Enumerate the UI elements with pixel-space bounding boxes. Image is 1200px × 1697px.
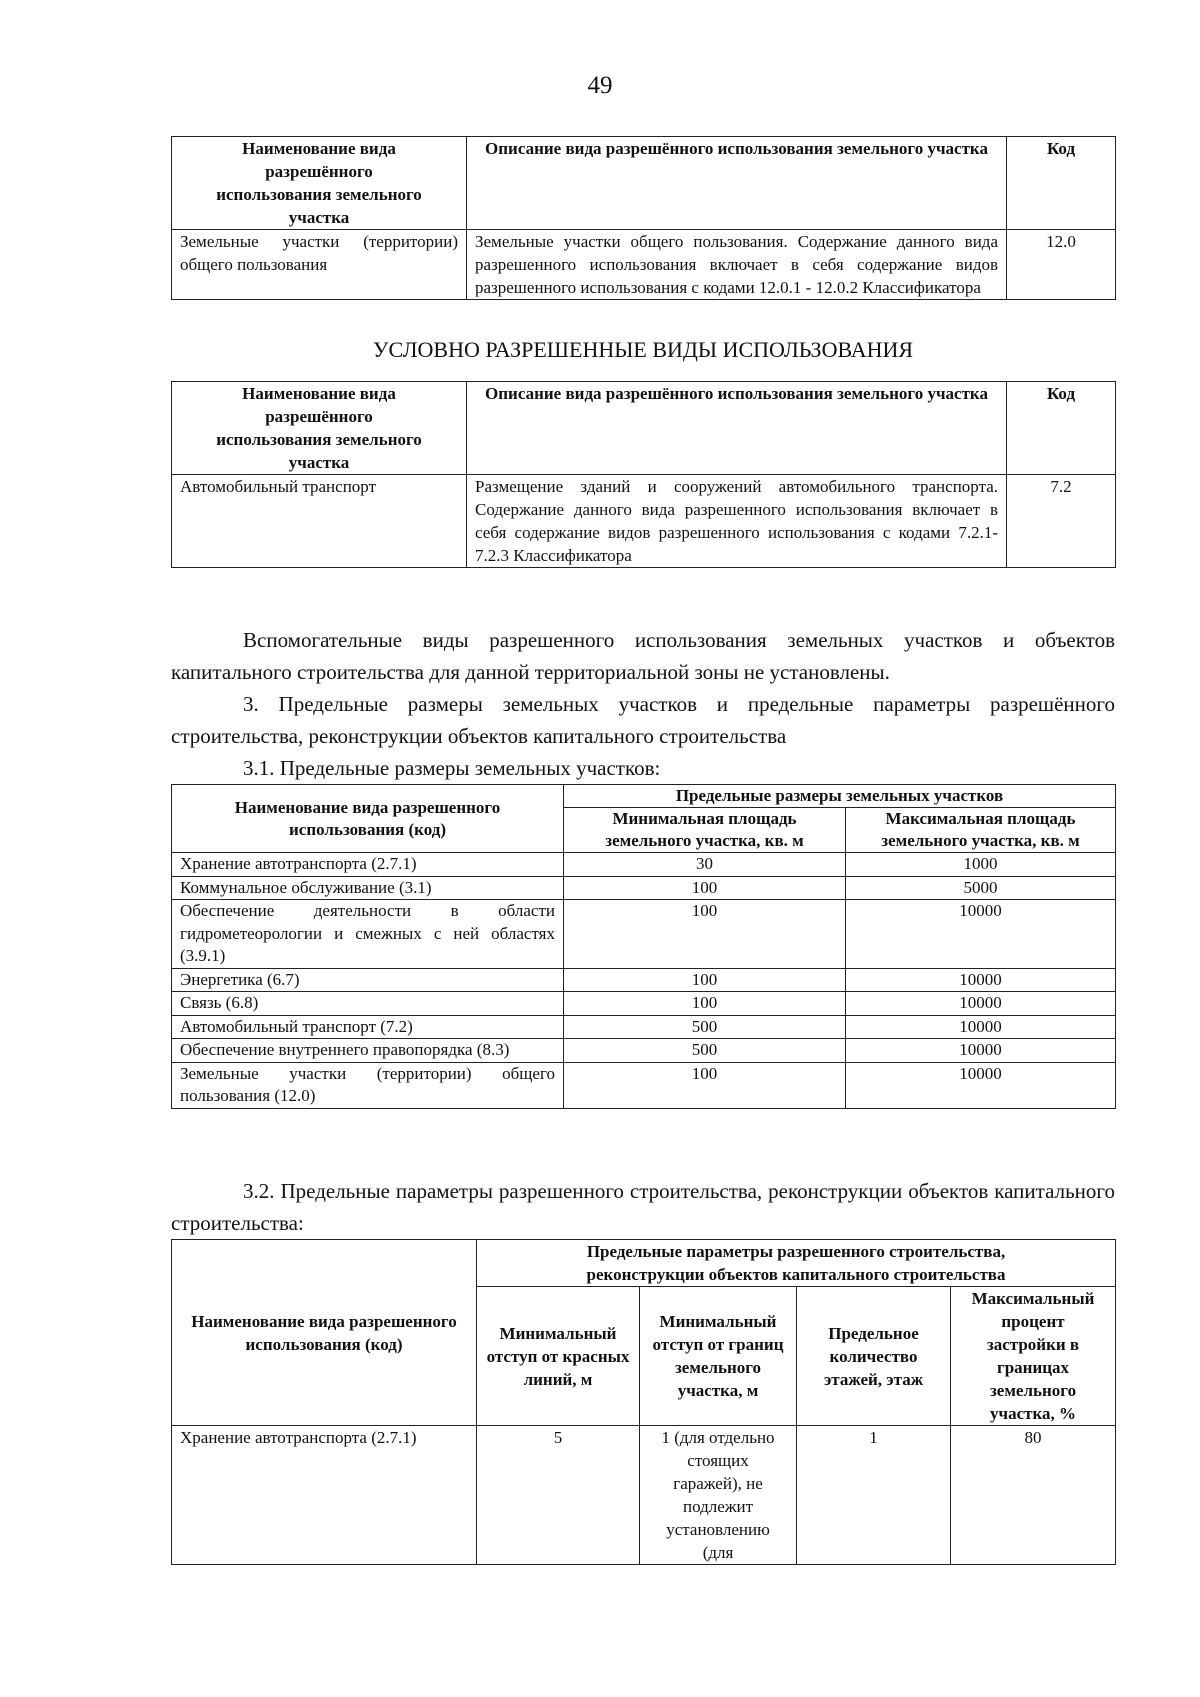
header-name: Наименование вида разрешенного использования (код)	[172, 1240, 477, 1426]
cell-min-area: 100	[564, 876, 846, 900]
cell-max-area: 10000	[846, 1015, 1116, 1039]
header-group: Предельные размеры земельных участков	[564, 785, 1116, 808]
construction-params-table	[171, 1239, 1116, 1565]
cell-min-area: 100	[564, 1062, 846, 1108]
cell-name: Автомобильный транспорт	[172, 475, 467, 568]
header-name: Наименование вида разрешённого использования земельного участка	[172, 382, 467, 475]
cell-min-area: 500	[564, 1015, 846, 1039]
cell-max-area: 5000	[846, 876, 1116, 900]
header-group: Предельные параметры разрешенного строительства, реконструкции объектов капитального строительства	[477, 1240, 1116, 1287]
cell-name: Хранение автотранспорта (2.7.1)	[172, 1426, 477, 1565]
table-row	[172, 1015, 1116, 1039]
conditional-use-table	[171, 381, 1116, 568]
header-code: Код	[1007, 137, 1116, 230]
header-floors: Предельное количество этажей, этаж	[797, 1287, 951, 1426]
header-red-lines: Минимальный отступ от красных линий, м	[477, 1287, 640, 1426]
table-row	[172, 1426, 1116, 1565]
cell-name: Энергетика (6.7)	[172, 968, 564, 992]
table-header-row	[172, 382, 1116, 475]
cell-name: Хранение автотранспорта (2.7.1)	[172, 853, 564, 877]
cell-min-area: 500	[564, 1039, 846, 1063]
cell-name: Коммунальное обслуживание (3.1)	[172, 876, 564, 900]
cell-min-area: 30	[564, 853, 846, 877]
cell-code: 7.2	[1007, 475, 1116, 568]
cell-code: 12.0	[1007, 230, 1116, 300]
paragraph-section-3-2: 3.2. Предельные параметры разрешенного строительства, реконструкции объектов капитального строительства:	[171, 1179, 1115, 1235]
header-coverage: Максимальный процент застройки в границах земельного участка, %	[951, 1287, 1116, 1426]
paragraph-section-3: 3. Предельные размеры земельных участков и предельные параметры разрешённого строительства, реконструкции объектов капитального строительства	[171, 692, 1115, 748]
cell-min-area: 100	[564, 900, 846, 969]
table-header-row	[172, 137, 1116, 230]
cell-max-area: 10000	[846, 968, 1116, 992]
cell-name: Обеспечение внутреннего правопорядка (8.3)	[172, 1039, 564, 1063]
table-row	[172, 876, 1116, 900]
header-min-area: Минимальная площадь земельного участка, кв. м	[564, 808, 846, 853]
cell-max-area: 10000	[846, 992, 1116, 1016]
cell-max-area: 10000	[846, 900, 1116, 969]
table-header-row	[172, 1240, 1116, 1287]
table-row	[172, 853, 1116, 877]
section-heading: УСЛОВНО РАЗРЕШЕННЫЕ ВИДЫ ИСПОЛЬЗОВАНИЯ	[372, 337, 914, 362]
cell-name: Автомобильный транспорт (7.2)	[172, 1015, 564, 1039]
table-header-row	[172, 785, 1116, 808]
header-name: Наименование вида разрешённого использования земельного участка	[172, 137, 467, 230]
cell-name: Земельные участки (территории) общего пользования	[172, 230, 467, 300]
table-row	[172, 230, 1116, 300]
cell-min-area: 100	[564, 968, 846, 992]
table-row	[172, 968, 1116, 992]
page-number: 49	[587, 72, 613, 99]
cell-floors: 1	[797, 1426, 951, 1565]
cell-max-area: 1000	[846, 853, 1116, 877]
cell-name: Обеспечение деятельности в области гидрометеорологии и смежных с ней областях (3.9.1)	[172, 900, 564, 969]
cell-description: Земельные участки общего пользования. Содержание данного вида разрешенного использования включает в себя содержание видов разрешенного использования с кодами 12.0.1 - 12.0.2 Классификатора	[467, 230, 1007, 300]
cell-min-area: 100	[564, 992, 846, 1016]
cell-max-area: 10000	[846, 1039, 1116, 1063]
plot-sizes-body	[172, 853, 1116, 1109]
cell-name: Земельные участки (территории) общего пользования (12.0)	[172, 1062, 564, 1108]
permitted-use-table	[171, 136, 1116, 300]
paragraph-section-3-1: 3.1. Предельные размеры земельных участков:	[243, 756, 661, 780]
cell-max-area: 10000	[846, 1062, 1116, 1108]
header-max-area: Максимальная площадь земельного участка, кв. м	[846, 808, 1116, 853]
header-code: Код	[1007, 382, 1116, 475]
cell-coverage: 80	[951, 1426, 1116, 1565]
cell-description: Размещение зданий и сооружений автомобильного транспорта. Содержание данного вида разрешенного использования включает в себя содержание видов разрешенного использования с кодами 7.2.1-7.2.3 Классификатора	[467, 475, 1007, 568]
header-boundaries: Минимальный отступ от границ земельного участка, м	[640, 1287, 797, 1426]
plot-sizes-table	[171, 784, 1116, 1109]
cell-red-lines: 5	[477, 1426, 640, 1565]
header-description: Описание вида разрешённого использования земельного участка	[467, 137, 1007, 230]
table-row	[172, 1039, 1116, 1063]
cell-boundaries: 1 (для отдельно стоящих гаражей), не подлежит установлению (для	[640, 1426, 797, 1565]
table-row	[172, 992, 1116, 1016]
cell-name: Связь (6.8)	[172, 992, 564, 1016]
header-name: Наименование вида разрешенного использования (код)	[172, 785, 564, 853]
table-row	[172, 900, 1116, 969]
header-description: Описание вида разрешённого использования земельного участка	[467, 382, 1007, 475]
paragraph-auxiliary: Вспомогательные виды разрешенного использования земельных участков и объектов капитального строительства для данной территориальной зоны не установлены.	[171, 628, 1115, 684]
table-row	[172, 1062, 1116, 1108]
table-row	[172, 475, 1116, 568]
